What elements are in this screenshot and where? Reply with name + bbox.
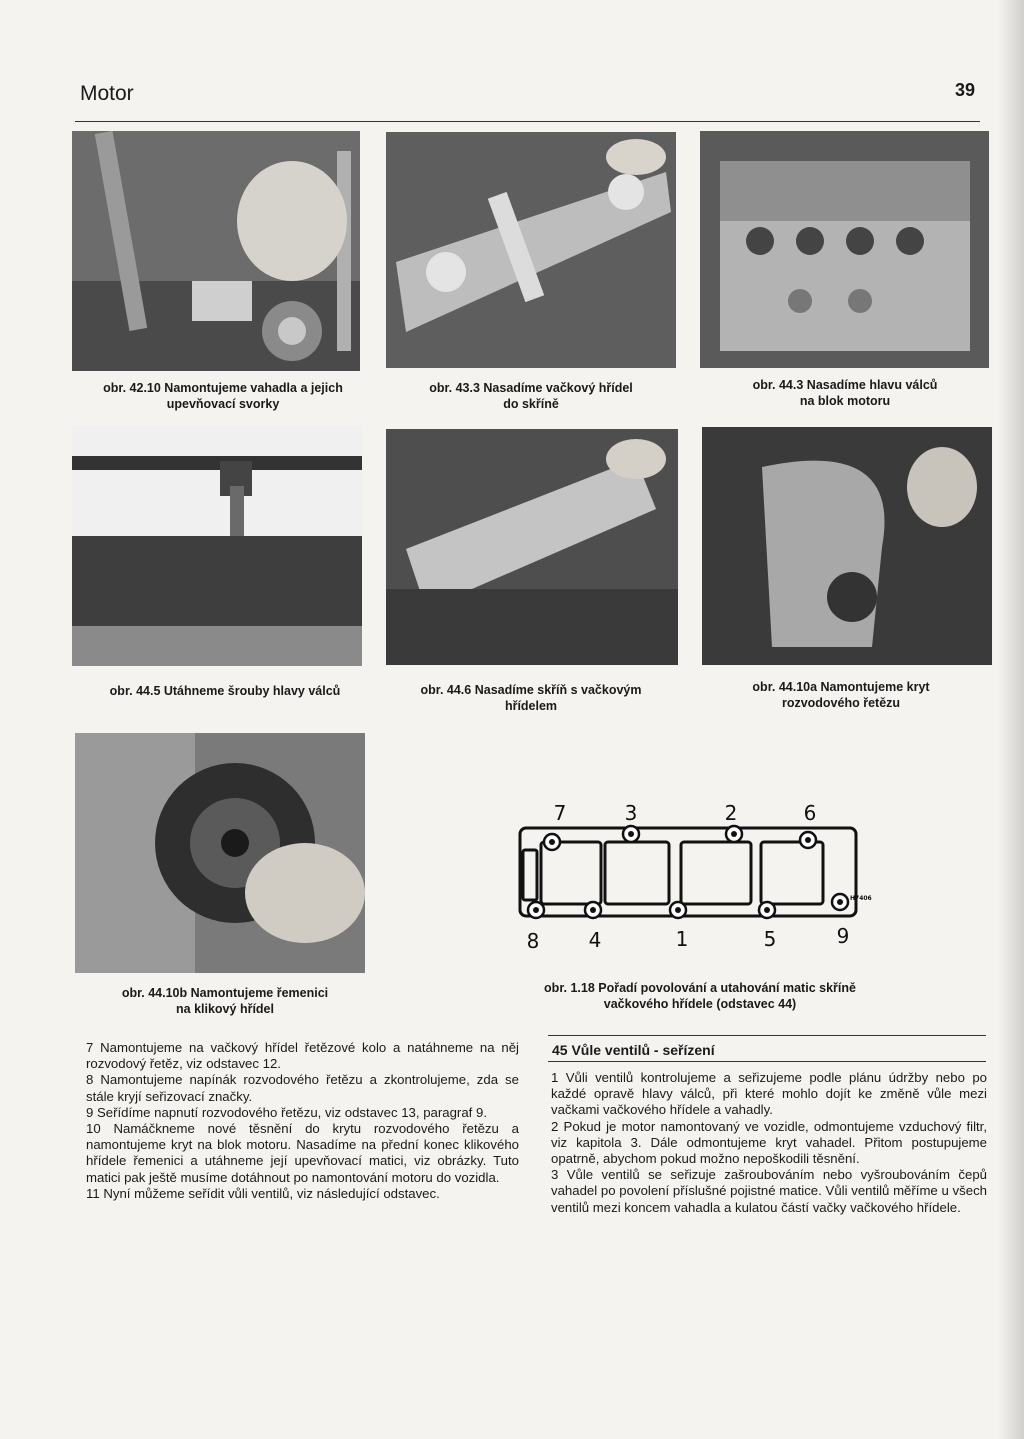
bolt-number: 9: [836, 924, 850, 948]
paragraph: 7 Namontujeme na vačkový hřídel řetězové kolo a natáhneme na něj rozvodový řetěz, viz odstavec 12.: [86, 1040, 519, 1072]
figure-caption: obr. 44.10a Namontujeme kryt rozvodového řetězu: [752, 680, 930, 710]
photo-rocker-arms: [72, 131, 360, 371]
paragraph: 9 Seřídíme napnutí rozvodového řetězu, viz odstavec 13, paragraf 9.: [86, 1104, 487, 1120]
section-rule-bottom: [548, 1061, 986, 1062]
bolt-number: 3: [624, 801, 638, 825]
photo-torque-wrench: [72, 426, 362, 666]
paragraph: 11 Nyní můžeme seřídit vůli ventilů, viz následující odstavec.: [86, 1185, 440, 1201]
figure-caption: obr. 1.18 Pořadí povolování a utahování matic skříně vačkového hřídele (odstavec 44): [544, 981, 856, 1011]
paragraph: 8 Namontujeme napínák rozvodového řetězu a zkontrolujeme, zda se stále kryjí seřizovací značky.: [86, 1072, 519, 1104]
tightening-sequence-diagram: [505, 790, 875, 960]
figure-caption: obr. 42.10 Namontujeme vahadla a jejich upevňovací svorky: [103, 381, 343, 411]
running-header-title: Motor: [80, 82, 134, 105]
bolt-number: 5: [763, 927, 777, 951]
photo-crankshaft-pulley: [75, 733, 365, 973]
figure-caption: obr. 44.6 Nasadíme skříň s vačkovým hřídelem: [420, 683, 642, 713]
bolt-number: 4: [588, 928, 602, 952]
photo-camshaft-housing: [386, 429, 678, 665]
left-column-text: [86, 1040, 519, 1202]
page-number: 39: [955, 80, 976, 100]
figure-caption: obr. 44.10b Namontujeme řemenici na klikový hřídel: [121, 986, 329, 1016]
figure-caption: obr. 43.3 Nasadíme vačkový hřídel do skříně: [429, 381, 633, 411]
bolt-number: 1: [675, 927, 689, 951]
paragraph: 2 Pokud je motor namontovaný ve vozidle, odmontujeme vzduchový filtr, viz kapitola 3. Dále odmontujeme kryt vahadel. Přitom postupujeme opatrně, abychom pokud možno nepoškodili těsnění.: [551, 1118, 987, 1167]
bolt-number: 2: [724, 801, 738, 825]
bolt-number: 6: [803, 801, 817, 825]
paragraph: 3 Vůle ventilů se seřizuje zašroubováním nebo vyšroubováním čepů vahadel po povolení příslušné pojistné matice. Vůli ventilů měříme u všech ventilů mezi koncem vahadla a kulatou částí vačky vačkového hřídele.: [551, 1167, 987, 1215]
photo-cylinder-head: [700, 131, 989, 368]
bolt-number: 8: [526, 929, 540, 953]
section-text: [551, 1070, 987, 1216]
paragraph: 1 Vůli ventilů kontrolujeme a seřizujeme podle plánu údržby nebo po každé opravě hlavy válců, při které mohlo dojít ke změně vůle mezi vačkami vačkového hřídele a vahadly.: [551, 1070, 987, 1118]
header-rule: [75, 121, 980, 122]
photo-timing-cover: [702, 427, 992, 665]
section-heading: 45 Vůle ventilů - seřízení: [552, 1042, 715, 1058]
bolt-number: 7: [553, 801, 567, 825]
page-edge-shadow: [998, 0, 1024, 1439]
diagram-code: H7406: [850, 895, 872, 902]
figure-caption: obr. 44.5 Utáhneme šrouby hlavy válců: [109, 684, 341, 698]
section-rule-top: [548, 1035, 986, 1036]
photo-camshaft: [386, 132, 676, 368]
paragraph: 10 Namáčkneme nové těsnění do krytu rozvodového řetězu a namontujeme kryt na blok motoru. Nasadíme na přední konec klikového hřídele řemenici a utáhneme její upevňovací matici, viz obrázky. Tuto matici pak ještě musíme dotáhnout po namontování motoru do vozidla.: [86, 1121, 519, 1185]
figure-caption: obr. 44.3 Nasadíme hlavu válců na blok motoru: [752, 378, 938, 408]
